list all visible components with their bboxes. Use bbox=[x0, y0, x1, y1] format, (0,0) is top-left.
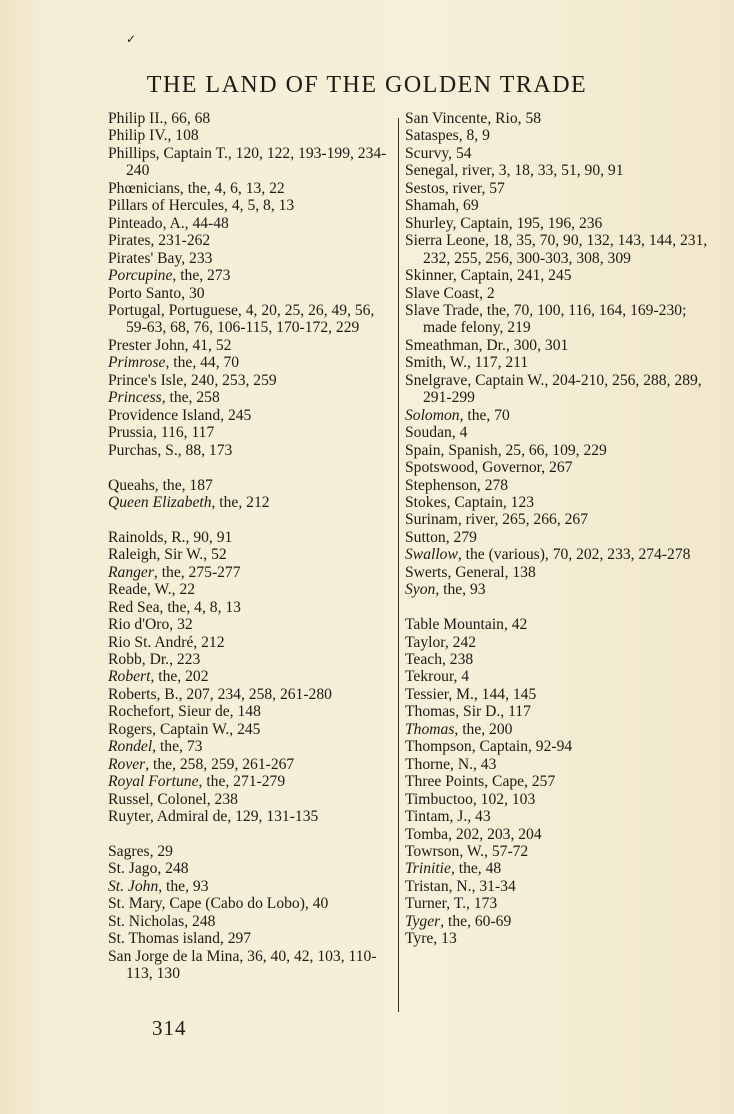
index-entry bbox=[405, 459, 710, 476]
entry-text: San Vincente, Rio, 58 bbox=[405, 110, 542, 127]
entry-text: Portugal, Portuguese, 4, 20, 25, 26, 49, 56, 59-63, 68, 76, 106-115, 170-172, 229 bbox=[108, 301, 375, 337]
index-entry bbox=[108, 145, 388, 180]
index-entry bbox=[108, 494, 388, 511]
running-head: THE LAND OF THE GOLDEN TRADE bbox=[146, 72, 588, 98]
entry-text: Rogers, Captain W., 245 bbox=[108, 720, 261, 738]
index-entry bbox=[405, 791, 710, 808]
index-entry bbox=[108, 407, 388, 424]
index-entry bbox=[108, 581, 388, 598]
entry-text: Slave Coast, 2 bbox=[405, 284, 495, 302]
index-entry bbox=[405, 756, 710, 773]
index-entry bbox=[108, 756, 388, 773]
index-entry bbox=[405, 302, 710, 337]
entry-text: St. Thomas island, 297 bbox=[108, 930, 252, 948]
index-entry bbox=[108, 721, 388, 738]
entry-text: , the, 200 bbox=[454, 720, 513, 738]
index-entry bbox=[108, 232, 388, 249]
entry-text: Pirates, 231-262 bbox=[108, 232, 211, 250]
entry-italic-text: St. John bbox=[108, 877, 159, 895]
entry-text: Smith, W., 117, 211 bbox=[405, 354, 529, 372]
index-entry bbox=[405, 808, 710, 825]
entry-text: Prince's Isle, 240, 253, 259 bbox=[108, 371, 277, 389]
entry-text: Slave Trade, the, 70, 100, 116, 164, 169-230; made felony, 219 bbox=[405, 301, 687, 337]
index-entry bbox=[405, 407, 710, 424]
entry-text: , the, 271-279 bbox=[198, 773, 286, 791]
index-entry bbox=[405, 180, 710, 197]
index-entry bbox=[405, 529, 710, 546]
index-entry bbox=[405, 442, 710, 459]
entry-text: Thompson, Captain, 92-94 bbox=[405, 738, 573, 756]
entry-text: Tintam, J., 43 bbox=[405, 808, 491, 826]
entry-text: St. Jago, 248 bbox=[108, 860, 189, 878]
entry-italic-text: Queen Elizabeth bbox=[108, 493, 212, 511]
index-entry bbox=[405, 668, 710, 685]
entry-text: Stokes, Captain, 123 bbox=[405, 493, 535, 511]
page-number: 314 bbox=[152, 1016, 187, 1040]
index-entry bbox=[405, 651, 710, 668]
index-entry bbox=[405, 843, 710, 860]
index-entry bbox=[405, 895, 710, 912]
index-entry bbox=[108, 372, 388, 389]
entry-italic-text: Rondel bbox=[108, 738, 153, 756]
entry-text: Sierra Leone, 18, 35, 70, 90, 132, 143, 144, 231, 232, 255, 256, 300-303, 308, 309 bbox=[405, 232, 708, 267]
entry-text: , the, 73 bbox=[152, 738, 203, 756]
index-entry bbox=[108, 354, 388, 371]
entry-italic-text: Ranger bbox=[108, 563, 154, 581]
index-entry bbox=[405, 878, 710, 895]
entry-text: Stephenson, 278 bbox=[405, 476, 509, 494]
entry-italic-text: Rover bbox=[108, 755, 146, 773]
entry-text: Pillars of Hercules, 4, 5, 8, 13 bbox=[108, 197, 295, 215]
column-rule bbox=[398, 118, 399, 1012]
entry-text: Porto Santo, 30 bbox=[108, 284, 205, 302]
index-entry bbox=[405, 267, 710, 284]
index-entry bbox=[108, 180, 388, 197]
entry-text: Surinam, river, 265, 266, 267 bbox=[405, 511, 589, 529]
entry-text: , the, 60-69 bbox=[440, 912, 512, 930]
section-gap bbox=[108, 511, 388, 528]
entry-text: Phillips, Captain T., 120, 122, 193-199, 234-240 bbox=[108, 144, 387, 180]
entry-text: Rio St. André, 212 bbox=[108, 633, 225, 651]
index-entry bbox=[405, 860, 710, 877]
index-entry bbox=[405, 511, 710, 528]
entry-text: Table Mountain, 42 bbox=[405, 616, 528, 634]
entry-text: Prussia, 116, 117 bbox=[108, 424, 215, 442]
index-entry bbox=[405, 494, 710, 511]
index-entry bbox=[405, 634, 710, 651]
entry-italic-text: Porcupine bbox=[108, 267, 173, 285]
entry-text: Tekrour, 4 bbox=[405, 668, 470, 686]
entry-italic-text: Robert bbox=[108, 668, 151, 686]
entry-italic-text: Swallow bbox=[405, 546, 458, 564]
entry-italic-text: Royal Fortune bbox=[108, 773, 199, 791]
index-entry bbox=[405, 215, 710, 232]
entry-italic-text: Solomon bbox=[405, 406, 460, 424]
index-entry bbox=[108, 913, 388, 930]
entry-text: Scurvy, 54 bbox=[405, 144, 472, 162]
index-entry bbox=[405, 337, 710, 354]
entry-text: Purchas, S., 88, 173 bbox=[108, 441, 233, 459]
entry-italic-text: Syon bbox=[405, 581, 436, 599]
entry-text: Sutton, 279 bbox=[405, 528, 477, 546]
entry-text: Thomas, Sir D., 117 bbox=[405, 703, 531, 721]
index-entry bbox=[108, 110, 388, 127]
index-entry bbox=[108, 808, 388, 825]
section-gap bbox=[108, 459, 388, 476]
index-entry bbox=[108, 738, 388, 755]
entry-text: Tomba, 202, 203, 204 bbox=[405, 825, 542, 843]
entry-text: Soudan, 4 bbox=[405, 424, 468, 442]
index-entry bbox=[405, 145, 710, 162]
entry-text: Tyre, 13 bbox=[405, 930, 457, 948]
index-entry bbox=[405, 703, 710, 720]
entry-text: Shurley, Captain, 195, 196, 236 bbox=[405, 214, 603, 232]
index-entry bbox=[108, 616, 388, 633]
entry-text: St. Nicholas, 248 bbox=[108, 912, 216, 930]
entry-text: Rochefort, Sieur de, 148 bbox=[108, 703, 261, 721]
index-entry bbox=[108, 267, 388, 284]
entry-text: Smeathman, Dr., 300, 301 bbox=[405, 336, 569, 354]
section-gap bbox=[405, 599, 710, 616]
entry-italic-text: Primrose bbox=[108, 354, 166, 372]
entry-text: , the, 275-277 bbox=[153, 563, 241, 581]
index-entry bbox=[405, 546, 710, 563]
entry-text: Shamah, 69 bbox=[405, 197, 479, 215]
entry-text: , the, 70 bbox=[459, 406, 510, 424]
index-entry bbox=[108, 773, 388, 790]
entry-italic-text: Thomas bbox=[405, 720, 455, 738]
index-entry bbox=[405, 424, 710, 441]
index-entry bbox=[108, 878, 388, 895]
index-column-right bbox=[405, 110, 710, 948]
index-entry bbox=[405, 564, 710, 581]
entry-text: Ruyter, Admiral de, 129, 131-135 bbox=[108, 808, 319, 826]
entry-italic-text: Princess bbox=[108, 389, 162, 407]
entry-text: Turner, T., 173 bbox=[405, 895, 498, 913]
entry-text: Pirates' Bay, 233 bbox=[108, 249, 213, 267]
index-entry bbox=[405, 372, 710, 407]
entry-text: Rainolds, R., 90, 91 bbox=[108, 528, 233, 546]
index-entry bbox=[108, 860, 388, 877]
index-entry bbox=[405, 162, 710, 179]
entry-text: Rio d'Oro, 32 bbox=[108, 616, 193, 634]
index-entry bbox=[405, 738, 710, 755]
index-entry bbox=[108, 477, 388, 494]
index-entry bbox=[108, 442, 388, 459]
index-entry bbox=[108, 302, 388, 337]
entry-text: Tessier, M., 144, 145 bbox=[405, 685, 537, 703]
entry-text: , the, 212 bbox=[211, 493, 270, 511]
index-entry bbox=[108, 127, 388, 144]
index-entry bbox=[108, 285, 388, 302]
entry-text: Spain, Spanish, 25, 66, 109, 229 bbox=[405, 441, 607, 459]
entry-text: Providence Island, 245 bbox=[108, 406, 252, 424]
entry-text: , the, 93 bbox=[435, 581, 486, 599]
entry-text: , the, 258, 259, 261-267 bbox=[145, 755, 295, 773]
index-entry bbox=[108, 197, 388, 214]
entry-text: Raleigh, Sir W., 52 bbox=[108, 546, 227, 564]
index-entry bbox=[108, 215, 388, 232]
section-gap bbox=[108, 826, 388, 843]
entry-text: Prester John, 41, 52 bbox=[108, 336, 232, 354]
entry-text: Thorne, N., 43 bbox=[405, 755, 497, 773]
entry-text: Russel, Colonel, 238 bbox=[108, 790, 238, 808]
entry-text: San Jorge de la Mina, 36, 40, 42, 103, 110-113, 130 bbox=[108, 947, 377, 983]
entry-text: Taylor, 242 bbox=[405, 633, 477, 651]
index-entry bbox=[405, 197, 710, 214]
index-entry bbox=[108, 895, 388, 912]
index-entry bbox=[108, 337, 388, 354]
index-entry bbox=[108, 843, 388, 860]
index-entry bbox=[405, 616, 710, 633]
entry-italic-text: Tyger bbox=[405, 912, 441, 930]
entry-text: , the, 44, 70 bbox=[165, 354, 240, 372]
entry-text: Robb, Dr., 223 bbox=[108, 651, 201, 669]
entry-text: Senegal, river, 3, 18, 33, 51, 90, 91 bbox=[405, 162, 624, 180]
entry-text: Teach, 238 bbox=[405, 651, 474, 669]
index-entry bbox=[108, 668, 388, 685]
entry-text: Roberts, B., 207, 234, 258, 261-280 bbox=[108, 685, 332, 703]
entry-text: Swerts, General, 138 bbox=[405, 563, 536, 581]
entry-text: , the, 202 bbox=[150, 668, 209, 686]
index-entry bbox=[405, 686, 710, 703]
index-entry bbox=[405, 477, 710, 494]
index-entry bbox=[405, 581, 710, 598]
entry-text: Skinner, Captain, 241, 245 bbox=[405, 267, 572, 285]
entry-text: Philip II., 66, 68 bbox=[108, 110, 211, 127]
entry-text: , the, 273 bbox=[172, 267, 231, 285]
ink-speck: ✓ bbox=[126, 32, 137, 46]
entry-text: Reade, W., 22 bbox=[108, 581, 196, 599]
entry-text: Sataspes, 8, 9 bbox=[405, 127, 490, 145]
index-entry bbox=[108, 791, 388, 808]
index-entry bbox=[405, 721, 710, 738]
entry-text: , the, 258 bbox=[161, 389, 220, 407]
entry-text: Towrson, W., 57-72 bbox=[405, 843, 529, 861]
index-entry bbox=[108, 529, 388, 546]
index-entry bbox=[405, 826, 710, 843]
entry-text: , the, 93 bbox=[158, 877, 209, 895]
index-column-left bbox=[108, 110, 388, 983]
index-entry bbox=[108, 686, 388, 703]
entry-italic-text: Trinitie bbox=[405, 860, 451, 878]
entry-text: Spotswood, Governor, 267 bbox=[405, 459, 573, 477]
entry-text: Pinteado, A., 44-48 bbox=[108, 214, 229, 232]
entry-text: Snelgrave, Captain W., 204-210, 256, 288, 289, 291-299 bbox=[405, 371, 702, 407]
index-entry bbox=[108, 424, 388, 441]
entry-text: , the (various), 70, 202, 233, 274-278 bbox=[457, 546, 691, 564]
index-entry bbox=[108, 250, 388, 267]
index-entry bbox=[405, 930, 710, 947]
index-entry bbox=[108, 634, 388, 651]
index-entry bbox=[405, 110, 710, 127]
entry-text: Sestos, river, 57 bbox=[405, 179, 505, 197]
index-entry bbox=[405, 913, 710, 930]
entry-text: Queahs, the, 187 bbox=[108, 476, 213, 494]
entry-text: Red Sea, the, 4, 8, 13 bbox=[108, 598, 241, 616]
index-entry bbox=[405, 127, 710, 144]
entry-text: St. Mary, Cape (Cabo do Lobo), 40 bbox=[108, 895, 329, 913]
entry-text: Philip IV., 108 bbox=[108, 127, 199, 145]
index-entry bbox=[108, 564, 388, 581]
index-entry bbox=[108, 930, 388, 947]
index-entry bbox=[108, 546, 388, 563]
index-entry bbox=[108, 948, 388, 983]
entry-text: Three Points, Cape, 257 bbox=[405, 773, 556, 791]
index-entry bbox=[405, 354, 710, 371]
entry-text: Phœnicians, the, 4, 6, 13, 22 bbox=[108, 179, 285, 197]
index-entry bbox=[405, 773, 710, 790]
entry-text: Sagres, 29 bbox=[108, 842, 173, 860]
index-entry bbox=[405, 285, 710, 302]
index-entry bbox=[108, 651, 388, 668]
entry-text: Tristan, N., 31-34 bbox=[405, 877, 516, 895]
index-entry bbox=[405, 232, 710, 267]
entry-text: , the, 48 bbox=[450, 860, 502, 878]
entry-text: Timbuctoo, 102, 103 bbox=[405, 790, 536, 808]
index-entry bbox=[108, 599, 388, 616]
index-entry bbox=[108, 703, 388, 720]
index-entry bbox=[108, 389, 388, 406]
